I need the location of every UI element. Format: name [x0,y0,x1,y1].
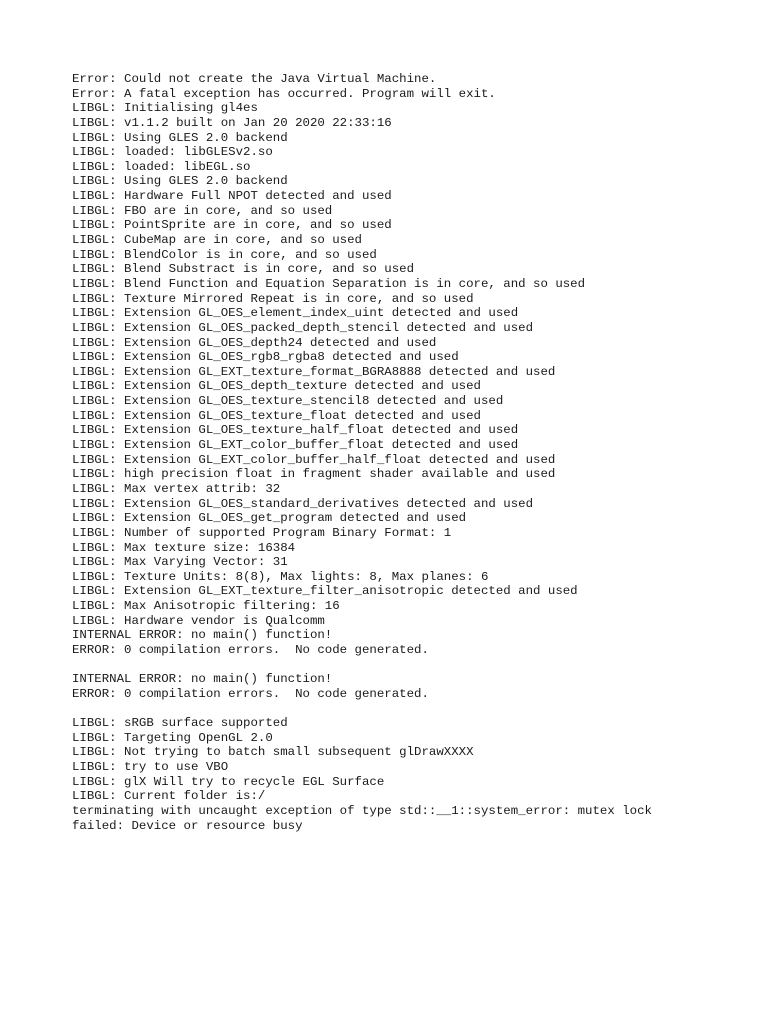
log-line: LIBGL: Using GLES 2.0 backend [72,130,288,145]
log-line: INTERNAL ERROR: no main() function! [72,672,333,687]
log-line: LIBGL: Using GLES 2.0 backend [72,174,288,189]
log-line: LIBGL: FBO are in core, and so used [72,203,333,218]
log-line: LIBGL: loaded: libEGL.so [72,159,251,174]
log-line: LIBGL: Extension GL_OES_packed_depth_stencil detected and used [72,320,534,335]
log-line: LIBGL: Extension GL_OES_element_index_uint detected and used [72,306,519,321]
log-line: LIBGL: Blend Function and Equation Separation is in core, and so used [72,276,586,291]
log-line: terminating with uncaught exception of type std::__1::system_error: mutex lock [72,804,652,819]
log-line: LIBGL: Extension GL_OES_depth24 detected and used [72,335,437,350]
log-line: LIBGL: Hardware Full NPOT detected and used [72,189,392,204]
log-line: LIBGL: Targeting OpenGL 2.0 [72,730,273,745]
log-line: LIBGL: Extension GL_OES_texture_float detected and used [72,408,481,423]
log-line: LIBGL: Initialising gl4es [72,101,258,116]
log-line: LIBGL: Extension GL_OES_texture_stencil8 detected and used [72,394,504,409]
log-line: LIBGL: CubeMap are in core, and so used [72,233,362,248]
log-line: LIBGL: BlendColor is in core, and so used [72,247,377,262]
log-line: LIBGL: Not trying to batch small subsequent glDrawXXXX [72,745,474,760]
log-line: LIBGL: Extension GL_EXT_color_buffer_half_float detected and used [72,452,556,467]
log-line: LIBGL: Extension GL_EXT_texture_format_BGRA8888 detected and used [72,364,556,379]
log-line [72,702,752,717]
log-line: LIBGL: Max vertex attrib: 32 [72,481,281,496]
log-line: INTERNAL ERROR: no main() function! [72,628,333,643]
log-line: failed: Device or resource busy [72,818,303,833]
log-line: LIBGL: Extension GL_EXT_texture_filter_anisotropic detected and used [72,584,578,599]
log-line: LIBGL: Extension GL_OES_texture_half_float detected and used [72,423,519,438]
log-line: LIBGL: Max Anisotropic filtering: 16 [72,599,340,614]
log-line: LIBGL: high precision float in fragment shader available and used [72,467,556,482]
log-line: LIBGL: Extension GL_OES_get_program detected and used [72,511,467,526]
log-line: LIBGL: Blend Substract is in core, and so used [72,262,415,277]
log-line: LIBGL: sRGB surface supported [72,716,288,731]
log-line: LIBGL: Number of supported Program Binary Format: 1 [72,525,452,540]
log-line: LIBGL: Extension GL_OES_standard_derivatives detected and used [72,496,534,511]
log-line: LIBGL: v1.1.2 built on Jan 20 2020 22:33:16 [72,115,392,130]
log-line: LIBGL: try to use VBO [72,760,229,775]
log-line: LIBGL: Texture Mirrored Repeat is in core, and so used [72,291,474,306]
log-line: LIBGL: loaded: libGLESv2.so [72,145,273,160]
log-line: ERROR: 0 compilation errors. No code generated. [72,642,429,657]
log-line: LIBGL: PointSprite are in core, and so used [72,218,392,233]
console-log [72,72,752,833]
log-line: Error: A fatal exception has occurred. Program will exit. [72,86,496,101]
log-line: LIBGL: Max texture size: 16384 [72,540,296,555]
log-line: LIBGL: Extension GL_OES_depth_texture detected and used [72,379,481,394]
log-line: LIBGL: Max Varying Vector: 31 [72,555,288,570]
log-line [72,658,752,673]
log-line: ERROR: 0 compilation errors. No code generated. [72,686,429,701]
log-line: Error: Could not create the Java Virtual Machine. [72,72,437,86]
log-line: LIBGL: Current folder is:/ [72,789,266,804]
log-line: LIBGL: Extension GL_OES_rgb8_rgba8 detected and used [72,350,459,365]
log-line: LIBGL: Texture Units: 8(8), Max lights: 8, Max planes: 6 [72,569,489,584]
log-line: LIBGL: Hardware vendor is Qualcomm [72,613,325,628]
log-line: LIBGL: glX Will try to recycle EGL Surface [72,774,385,789]
log-line: LIBGL: Extension GL_EXT_color_buffer_float detected and used [72,438,519,453]
